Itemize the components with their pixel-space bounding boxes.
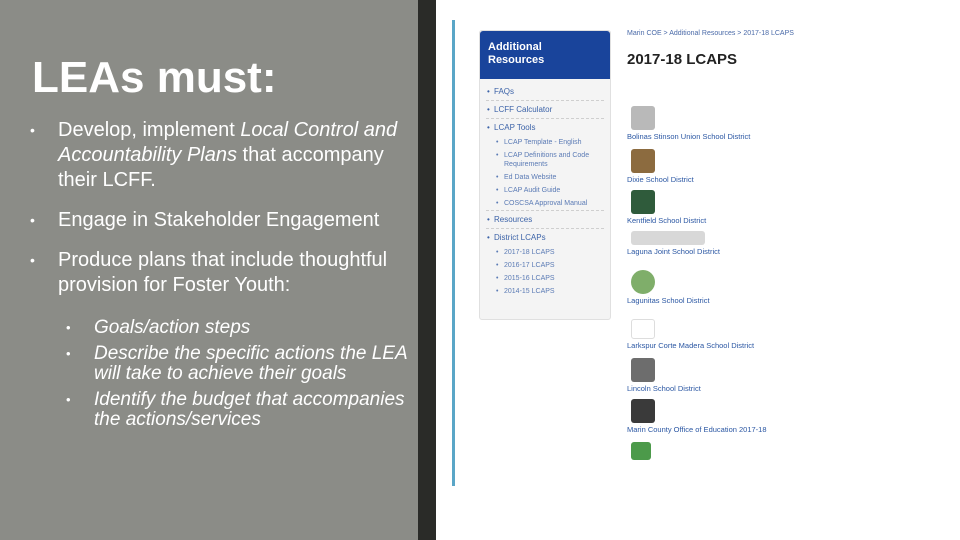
bullet-produce bbox=[30, 248, 410, 298]
district-logo-icon bbox=[631, 190, 655, 214]
sub-bullet-text: Identify the budget that accompanies the actions/services bbox=[94, 389, 405, 430]
sidebar-sub-audit-guide[interactable]: • LCAP Audit Guide bbox=[486, 184, 604, 197]
bullet-dot-icon: • bbox=[30, 122, 35, 138]
district-name[interactable]: Bolinas Stinson Union School District bbox=[627, 132, 751, 141]
sidebar-sub-lcap-definitions[interactable]: • LCAP Definitions and Code Requirements bbox=[486, 149, 604, 171]
sub-bullet-text: Describe the specific actions the LEA will take to achieve their goals bbox=[94, 343, 407, 384]
bullet-dot-icon: • bbox=[66, 320, 71, 335]
bullet-text: Engage in Stakeholder Engagement bbox=[58, 209, 380, 231]
sidebar bbox=[479, 30, 611, 320]
bullet-text-pre: Develop, implement bbox=[58, 119, 241, 141]
district-entry[interactable] bbox=[627, 442, 917, 460]
sidebar-sub-lcaps-2015[interactable]: • 2015-16 LCAPS bbox=[486, 272, 604, 285]
bullet-engage bbox=[30, 208, 410, 233]
sidebar-sub-lcaps-2016[interactable]: • 2016-17 LCAPS bbox=[486, 259, 604, 272]
sub-bullet-goals bbox=[66, 318, 410, 338]
district-name[interactable]: Dixie School District bbox=[627, 175, 694, 184]
sidebar-header bbox=[480, 31, 610, 79]
sidebar-sub-lcaps-2014[interactable]: • 2014-15 LCAPS bbox=[486, 285, 604, 298]
sub-bullet-budget bbox=[66, 390, 410, 430]
district-list bbox=[627, 106, 917, 460]
sidebar-sub-lcaps-2017[interactable]: • 2017-18 LCAPS bbox=[486, 246, 604, 259]
website-screenshot bbox=[452, 20, 924, 486]
district-entry[interactable] bbox=[627, 358, 917, 393]
district-entry[interactable] bbox=[627, 399, 917, 434]
slide-title: LEAs must: bbox=[32, 53, 277, 102]
sidebar-item-district-lcaps[interactable]: • District LCAPs bbox=[486, 229, 604, 246]
bullet-develop bbox=[30, 118, 410, 193]
bullet-text-post: that accompany their LCFF. bbox=[58, 144, 384, 191]
slide-text-panel bbox=[0, 0, 418, 540]
sidebar-sub-ed-data[interactable]: • Ed Data Website bbox=[486, 171, 604, 184]
district-entry[interactable] bbox=[627, 319, 917, 350]
divider-strip bbox=[418, 0, 436, 540]
bullet-dot-icon: • bbox=[30, 212, 35, 228]
district-name[interactable]: Lincoln School District bbox=[627, 384, 701, 393]
district-name[interactable]: Larkspur Corte Madera School District bbox=[627, 341, 755, 350]
sub-bullet-text: Goals/action steps bbox=[94, 317, 251, 338]
district-logo-icon bbox=[631, 231, 705, 245]
district-name[interactable]: Kentfield School District bbox=[627, 216, 707, 225]
sub-bullet-actions bbox=[66, 344, 410, 384]
district-entry[interactable] bbox=[627, 149, 917, 184]
sidebar-item-lcap-tools[interactable]: • LCAP Tools bbox=[486, 119, 604, 136]
district-name[interactable]: Laguna Joint School District bbox=[627, 247, 720, 256]
district-name[interactable]: Lagunitas School District bbox=[627, 296, 710, 305]
bullet-text: Produce plans that include thoughtful provision for Foster Youth: bbox=[58, 249, 388, 296]
breadcrumb[interactable]: Marin COE > Additional Resources > 2017-18 LCAPS bbox=[627, 30, 794, 37]
sub-bullet-list bbox=[30, 318, 410, 430]
sidebar-item-faqs[interactable]: • FAQs bbox=[486, 83, 604, 101]
sidebar-sub-lcap-template[interactable]: • LCAP Template - English bbox=[486, 136, 604, 149]
district-logo-icon bbox=[631, 270, 655, 294]
sidebar-sub-approval-manual[interactable]: • COSCSA Approval Manual bbox=[486, 197, 604, 210]
district-logo-icon bbox=[631, 106, 655, 130]
sidebar-item-resources[interactable]: • Resources bbox=[486, 210, 604, 229]
bullet-list bbox=[30, 118, 410, 436]
bullet-text-emphasis: Local Control and Accountability Plans bbox=[58, 119, 398, 166]
district-entry[interactable] bbox=[627, 106, 917, 141]
district-logo-icon bbox=[631, 442, 651, 460]
district-entry[interactable] bbox=[627, 270, 917, 305]
sidebar-title-line1: Additional bbox=[488, 41, 542, 53]
district-name[interactable]: Marin County Office of Education 2017-18 bbox=[627, 425, 767, 434]
bullet-dot-icon: • bbox=[66, 392, 71, 407]
district-logo-icon bbox=[631, 319, 655, 339]
sidebar-title-line2: Resources bbox=[488, 54, 545, 66]
district-entry[interactable] bbox=[627, 231, 917, 256]
district-logo-icon bbox=[631, 399, 655, 423]
page-title: 2017-18 LCAPS bbox=[627, 51, 738, 68]
district-logo-icon bbox=[631, 149, 655, 173]
bullet-dot-icon: • bbox=[66, 346, 71, 361]
district-entry[interactable] bbox=[627, 190, 917, 225]
bullet-dot-icon: • bbox=[30, 252, 35, 268]
district-logo-icon bbox=[631, 358, 655, 382]
sidebar-item-lcff-calculator[interactable]: • LCFF Calculator bbox=[486, 101, 604, 119]
sidebar-list bbox=[480, 79, 610, 302]
